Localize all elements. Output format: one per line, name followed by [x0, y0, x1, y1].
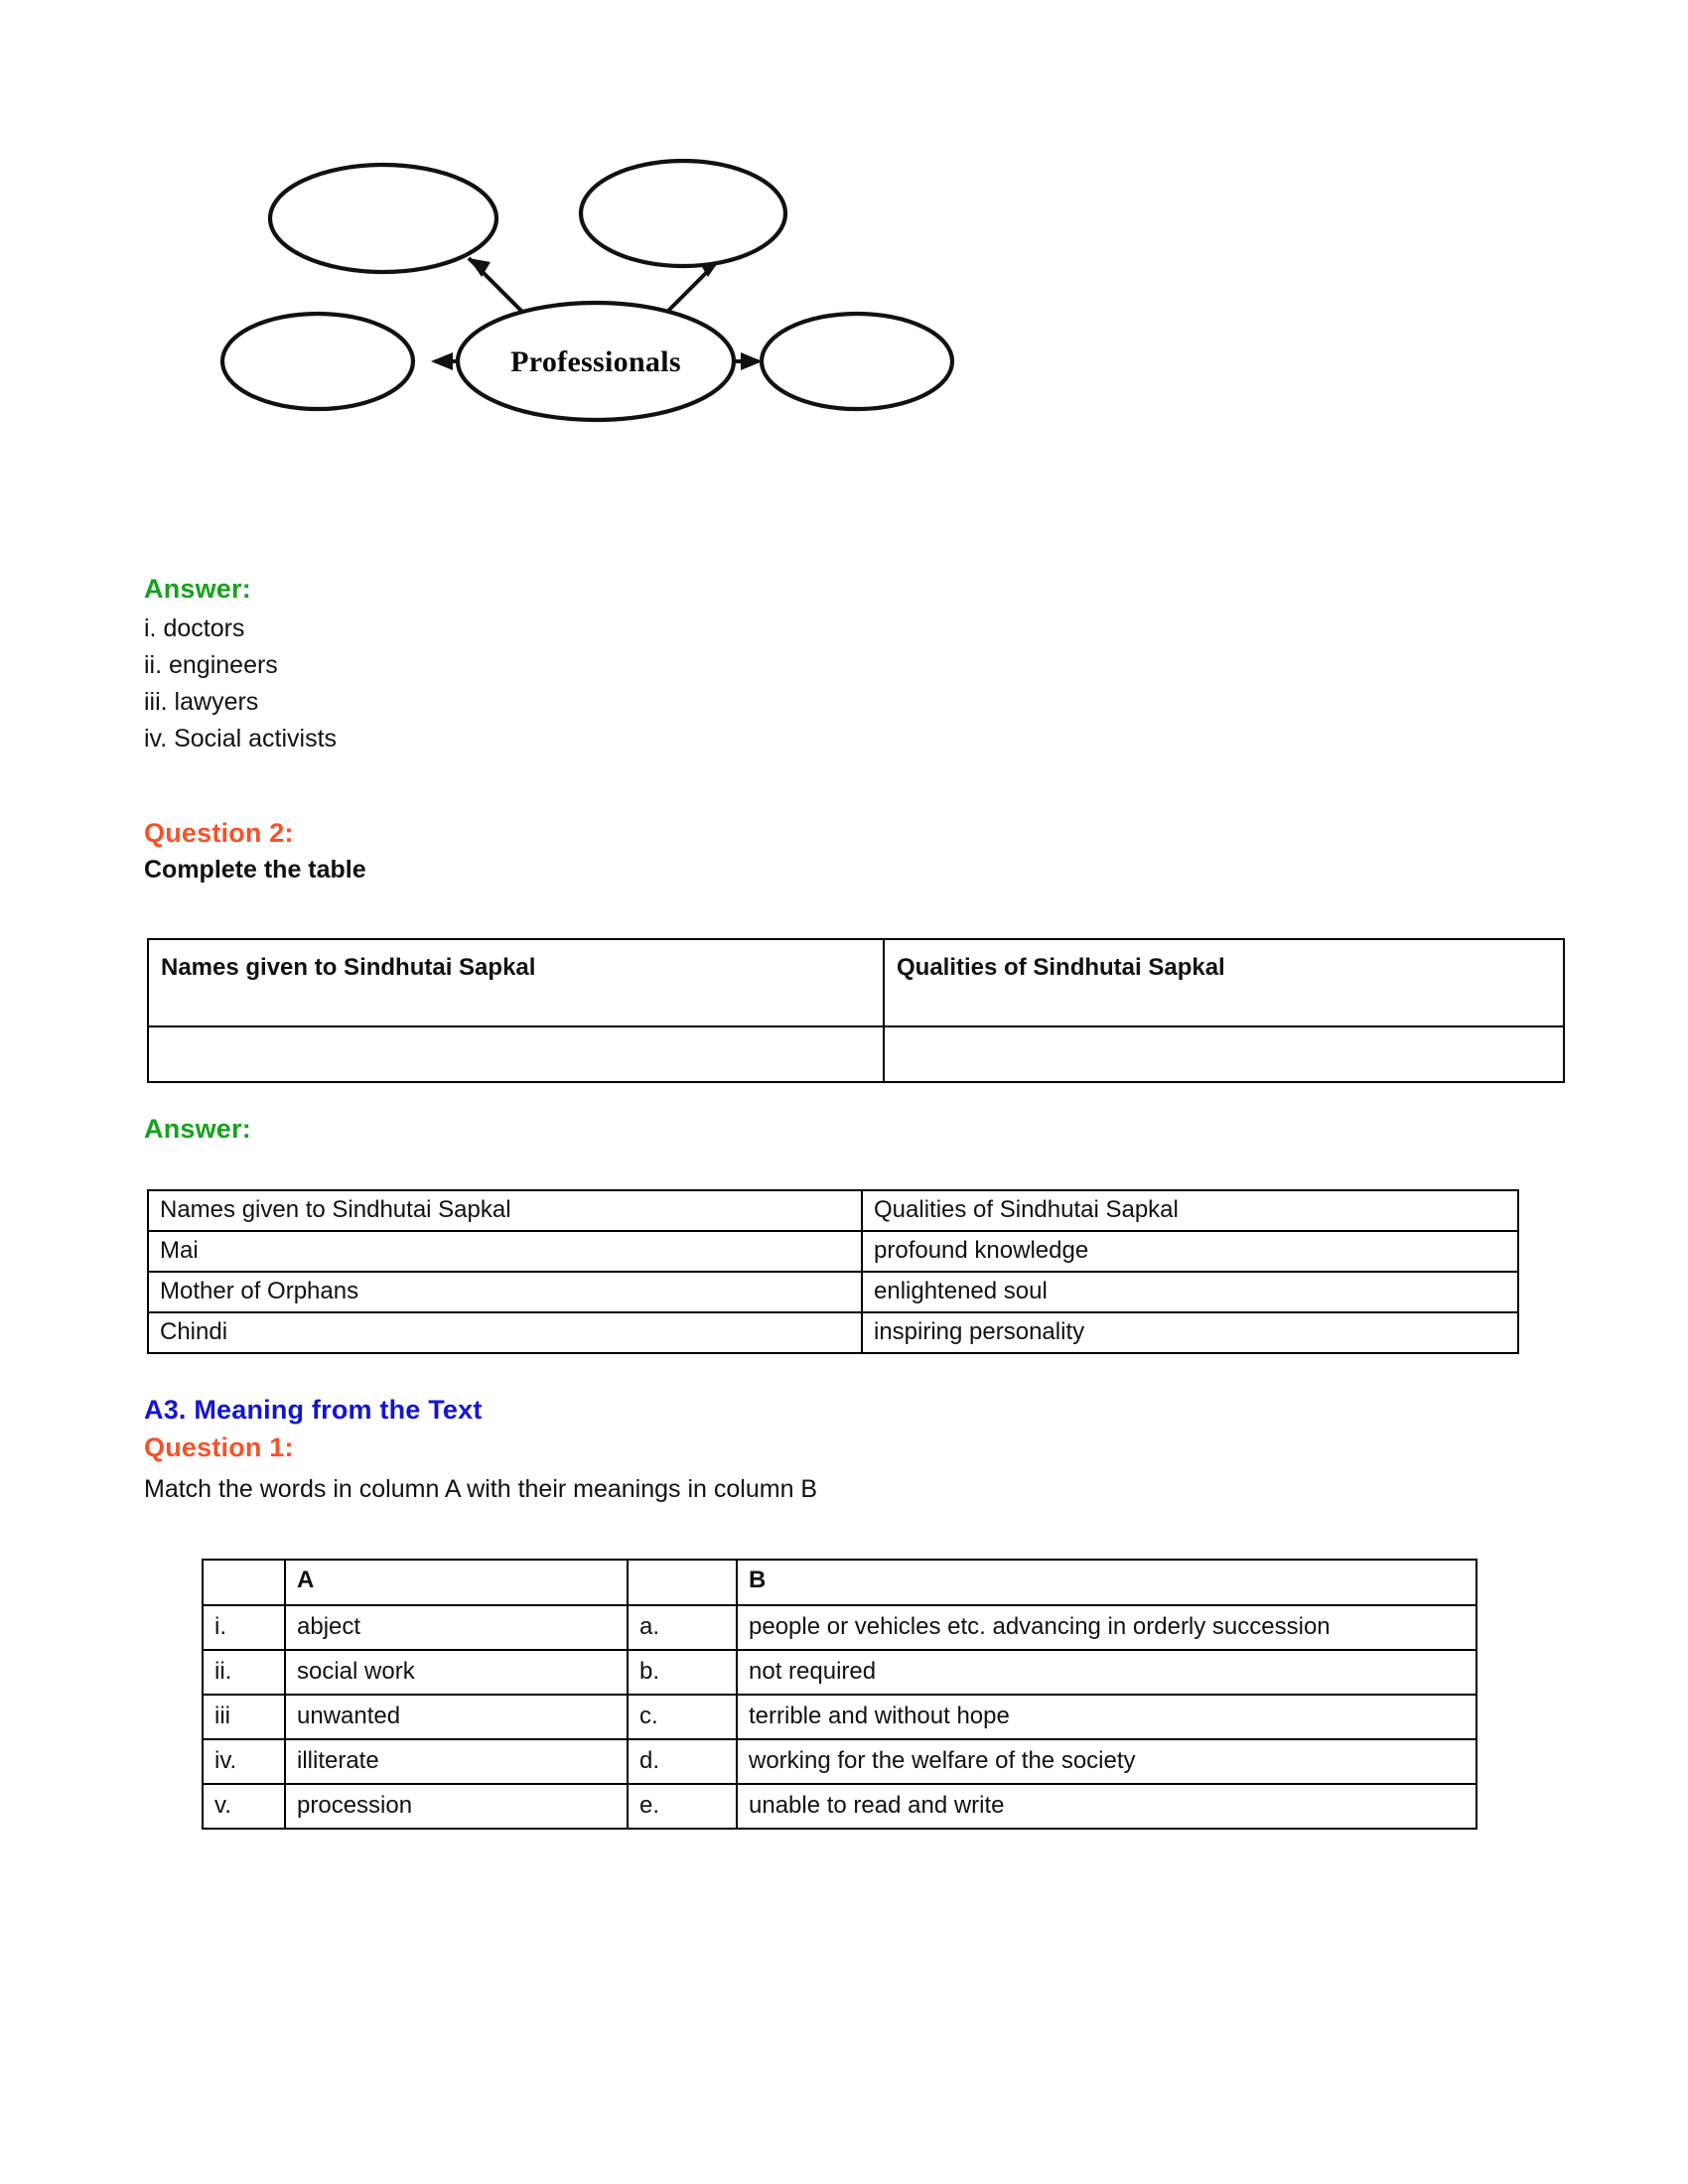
- match-letter-5: e.: [628, 1784, 737, 1829]
- match-word-2: social work: [285, 1650, 628, 1695]
- complete-the-table-blank: [147, 938, 1565, 1083]
- answer-list-q1: [144, 611, 337, 757]
- table-row: [203, 1605, 1477, 1650]
- answer-table-header-qualities: Qualities of Sindhutai Sapkal: [862, 1190, 1518, 1231]
- answer-quality-2: enlightened soul: [862, 1272, 1518, 1312]
- question-2-heading: Question 2:: [144, 818, 294, 848]
- table-header-row: [203, 1560, 1477, 1605]
- table-header-row: [148, 1190, 1518, 1231]
- arrowhead-right: [741, 352, 763, 370]
- answer-item-ii: ii. engineers: [144, 651, 278, 679]
- arrowhead-left: [431, 352, 453, 370]
- table-row: [203, 1695, 1477, 1739]
- match-meaning-2: not required: [737, 1650, 1477, 1695]
- blank-cell-names[interactable]: [148, 1026, 884, 1082]
- answer-table-header-names: Names given to Sindhutai Sapkal: [148, 1190, 862, 1231]
- answer-quality-1: profound knowledge: [862, 1231, 1518, 1272]
- table-row: [203, 1784, 1477, 1829]
- answer-quality-3: inspiring personality: [862, 1312, 1518, 1353]
- section-a3-heading: A3. Meaning from the Text: [144, 1395, 483, 1425]
- match-meaning-5: unable to read and write: [737, 1784, 1477, 1829]
- match-meaning-4: working for the welfare of the society: [737, 1739, 1477, 1784]
- match-letter-2: b.: [628, 1650, 737, 1695]
- match-words-table: [202, 1559, 1477, 1830]
- a3-instruction: Match the words in column A with their meanings in column B: [144, 1475, 818, 1503]
- answer-heading-q2: Answer:: [144, 1114, 251, 1144]
- answer-item-iii: iii. lawyers: [144, 688, 259, 716]
- empty-node-top-right: [581, 161, 785, 266]
- match-meaning-1: people or vehicles etc. advancing in orderly succession: [737, 1605, 1477, 1650]
- match-header-blank-left: [203, 1560, 285, 1605]
- match-index-3: iii: [203, 1695, 285, 1739]
- empty-node-top-left: [270, 165, 496, 272]
- match-letter-3: c.: [628, 1695, 737, 1739]
- blank-table-header-qualities: Qualities of Sindhutai Sapkal: [884, 939, 1564, 1026]
- answer-heading-q1: Answer:: [144, 574, 251, 604]
- match-word-4: illiterate: [285, 1739, 628, 1784]
- empty-node-right: [762, 314, 952, 409]
- question-2-instruction: Complete the table: [144, 856, 366, 884]
- answer-name-3: Chindi: [148, 1312, 862, 1353]
- a3-question-1-heading: Question 1:: [144, 1433, 294, 1462]
- answer-name-2: Mother of Orphans: [148, 1272, 862, 1312]
- table-row: [148, 1312, 1518, 1353]
- table-row: [203, 1739, 1477, 1784]
- match-word-5: procession: [285, 1784, 628, 1829]
- match-header-column-a: A: [285, 1560, 628, 1605]
- match-letter-1: a.: [628, 1605, 737, 1650]
- table-row: [148, 1272, 1518, 1312]
- sindhutai-answer-table: [147, 1189, 1519, 1354]
- center-node-label: Professionals: [510, 345, 681, 378]
- answer-item-i: i. doctors: [144, 614, 245, 642]
- match-index-5: v.: [203, 1784, 285, 1829]
- match-header-column-b: B: [737, 1560, 1477, 1605]
- match-index-4: iv.: [203, 1739, 285, 1784]
- table-row[interactable]: [148, 1026, 1564, 1082]
- table-row: [148, 1231, 1518, 1272]
- match-index-2: ii.: [203, 1650, 285, 1695]
- match-index-1: i.: [203, 1605, 285, 1650]
- professionals-concept-map: [179, 159, 1072, 486]
- answer-name-1: Mai: [148, 1231, 862, 1272]
- match-letter-4: d.: [628, 1739, 737, 1784]
- blank-table-header-names: Names given to Sindhutai Sapkal: [148, 939, 884, 1026]
- table-header-row: [148, 939, 1564, 1026]
- match-word-3: unwanted: [285, 1695, 628, 1739]
- match-meaning-3: terrible and without hope: [737, 1695, 1477, 1739]
- answer-item-iv: iv. Social activists: [144, 725, 338, 752]
- match-header-blank-right: [628, 1560, 737, 1605]
- blank-cell-qualities[interactable]: [884, 1026, 1564, 1082]
- match-word-1: abject: [285, 1605, 628, 1650]
- table-row: [203, 1650, 1477, 1695]
- empty-node-left: [222, 314, 413, 409]
